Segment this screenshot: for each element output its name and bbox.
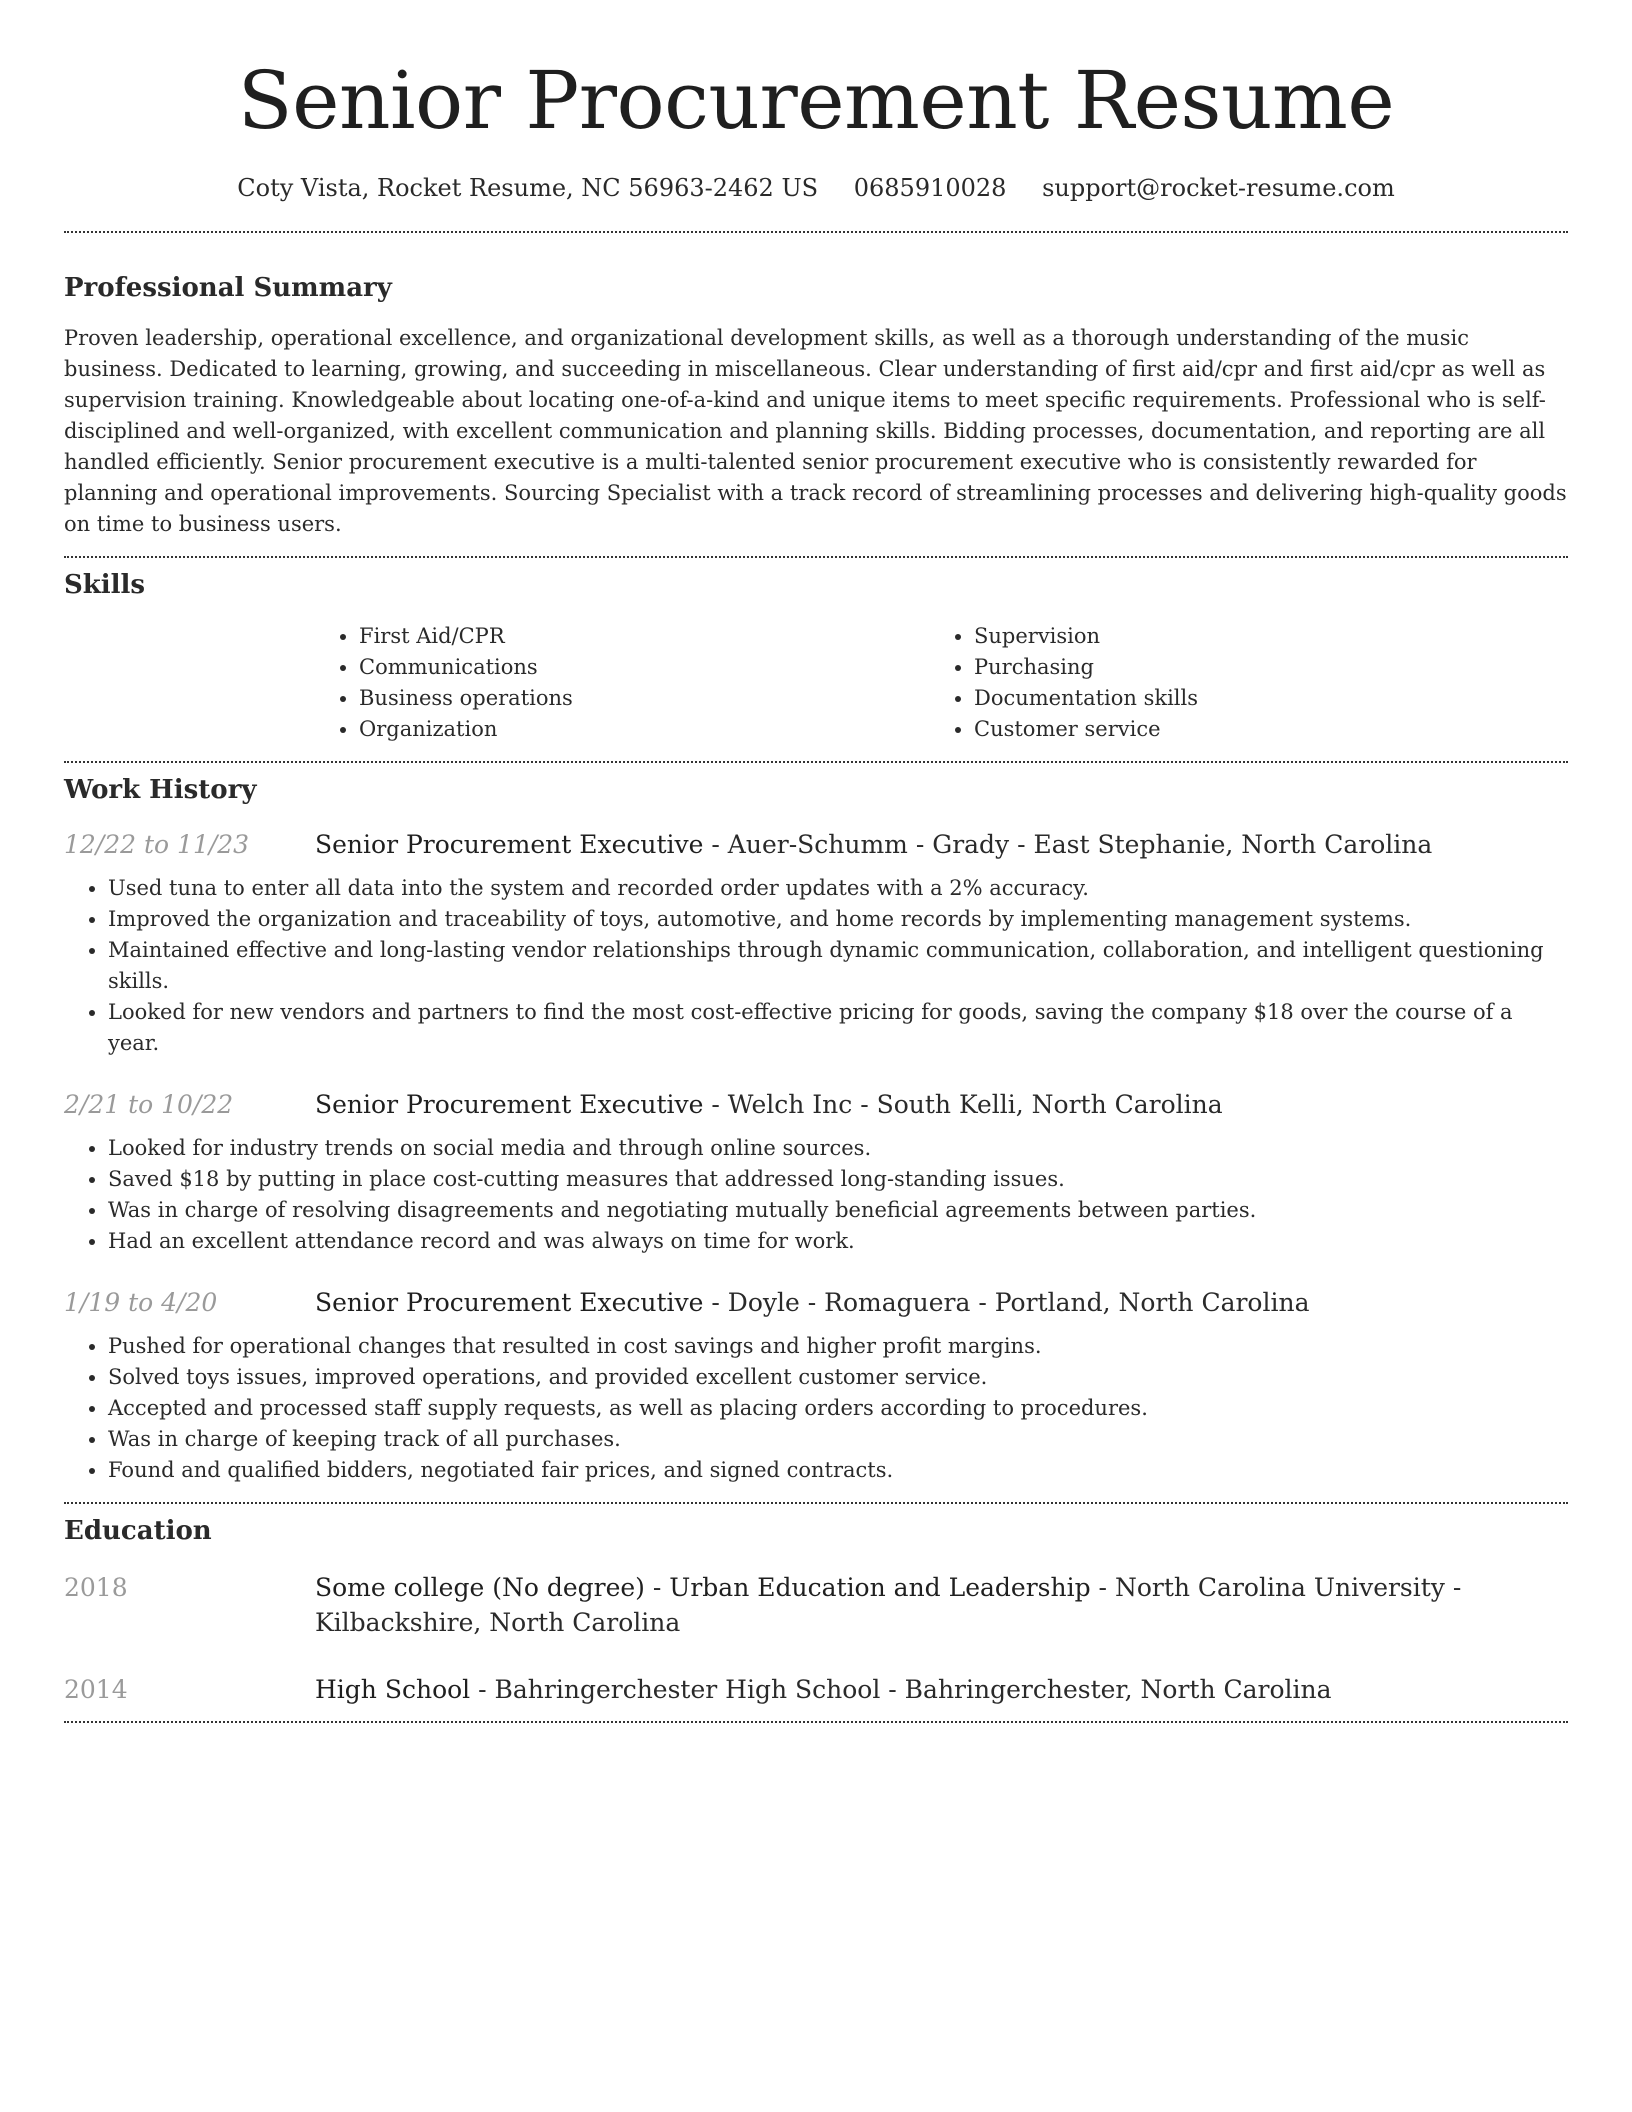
education-school: - Bahringerchester High School - Bahringerchester, North Carolina	[470, 1675, 1332, 1704]
job-dates: 1/19 to 4/20	[64, 1288, 218, 1317]
skill-item: • Organization	[359, 714, 930, 745]
skill-item: • Purchasing	[974, 652, 1545, 683]
skill-item: • Customer service	[974, 714, 1545, 745]
job-employer: - Auer-Schumm - Grady - East Stephanie, North Carolina	[703, 830, 1433, 859]
education-entry	[64, 1570, 1568, 1640]
job-bullet: • Accepted and processed staff supply requests, as well as placing orders according to procedures.	[108, 1393, 1568, 1424]
job-bullets	[64, 1331, 1568, 1486]
job-role: Senior Procurement Executive	[315, 1288, 704, 1317]
resume-title: Senior Procurement Resume	[237, 54, 1395, 147]
job-header	[64, 1285, 1568, 1320]
divider	[64, 556, 1568, 558]
divider	[64, 761, 1568, 763]
job-bullet: • Maintained effective and long-lasting vendor relationships through dynamic communication, collaboration, and intelligent questioning skills.	[108, 935, 1568, 997]
education-separator: -	[644, 1573, 670, 1602]
job-bullet: • Pushed for operational changes that resulted in cost savings and higher profit margins.	[108, 1331, 1568, 1362]
work-heading: Work History	[64, 775, 257, 805]
job-entry	[64, 827, 1568, 1059]
education-entry	[64, 1672, 1568, 1707]
contact-email: support@rocket-resume.com	[1042, 174, 1395, 202]
job-bullet: • Saved $18 by putting in place cost-cutting measures that addressed long-standing issues.	[108, 1164, 1568, 1195]
summary-text: Proven leadership, operational excellence, and organizational development skills, as well as a thorough understanding of the music business. Dedicated to learning, growing, and succeeding in miscellaneous. Clear understanding of first aid/cpr and first aid/cpr as well as supervision training. Knowledgeable about locating one-of-a-kind and unique items to meet specific requirements. Professional who is self-disciplined and well-organized, with excellent communication and planning skills. Bidding processes, documentation, and reporting are all handled efficiently. Senior procurement executive is a multi-talented senior procurement executive who is consistently rewarded for planning and operational improvements. Sourcing Specialist with a track record of streamlining processes and delivering high-quality goods on time to business users.	[64, 326, 1567, 536]
skill-item: • Documentation skills	[974, 683, 1545, 714]
education-degree: Some college (No degree)	[315, 1573, 645, 1602]
skill-item: • First Aid/CPR	[359, 621, 930, 652]
job-bullet: • Used tuna to enter all data into the system and recorded order updates with a 2% accuracy.	[108, 873, 1568, 904]
skill-item: • Communications	[359, 652, 930, 683]
job-bullets	[64, 873, 1568, 1059]
divider	[64, 1721, 1568, 1723]
job-bullet: • Had an excellent attendance record and was always on time for work.	[108, 1226, 1568, 1257]
job-employer: - Doyle - Romaguera - Portland, North Carolina	[703, 1288, 1310, 1317]
contact-address: Coty Vista, Rocket Resume, NC 56963-2462 US	[237, 174, 819, 202]
job-bullet: • Was in charge of resolving disagreements and negotiating mutually beneficial agreements between parties.	[108, 1195, 1568, 1226]
summary-heading: Professional Summary	[64, 273, 392, 303]
education-details	[315, 1672, 1332, 1707]
job-title-line	[315, 827, 1432, 862]
job-header	[64, 827, 1568, 862]
job-title-line	[315, 1087, 1223, 1122]
skill-item: • Business operations	[359, 683, 930, 714]
skills-column-left	[315, 621, 930, 745]
skills-column-right	[930, 621, 1545, 745]
job-bullet: • Was in charge of keeping track of all purchases.	[108, 1424, 1568, 1455]
education-school: - North Carolina University - Kilbackshire, North Carolina	[315, 1573, 1462, 1637]
education-heading: Education	[64, 1516, 212, 1546]
job-bullet: • Looked for industry trends on social media and through online sources.	[108, 1133, 1568, 1164]
contact-phone: 0685910028	[853, 174, 1007, 202]
education-year: 2014	[64, 1675, 128, 1704]
job-bullet: • Improved the organization and traceability of toys, automotive, and home records by implementing management systems.	[108, 904, 1568, 935]
job-employer: - Welch Inc - South Kelli, North Carolina	[703, 1090, 1223, 1119]
job-title-line	[315, 1285, 1309, 1320]
education-year: 2018	[64, 1573, 128, 1602]
job-bullet: • Looked for new vendors and partners to find the most cost-effective pricing for goods, saving the company $18 over the course of a year.	[108, 997, 1568, 1059]
job-bullet: • Solved toys issues, improved operations, and provided excellent customer service.	[108, 1362, 1568, 1393]
job-entry	[64, 1087, 1568, 1257]
job-role: Senior Procurement Executive	[315, 830, 704, 859]
job-dates: 12/22 to 11/23	[64, 830, 250, 859]
resume-page	[64, 0, 1568, 1723]
skills-heading: Skills	[64, 570, 146, 600]
job-header	[64, 1087, 1568, 1122]
job-entry	[64, 1285, 1568, 1486]
education-degree: High School	[315, 1675, 471, 1704]
job-bullet: • Found and qualified bidders, negotiated fair prices, and signed contracts.	[108, 1455, 1568, 1486]
divider	[64, 231, 1568, 233]
skills-list	[315, 621, 1568, 745]
divider	[64, 1502, 1568, 1504]
job-dates: 2/21 to 10/22	[64, 1090, 234, 1119]
skill-item: • Supervision	[974, 621, 1545, 652]
job-role: Senior Procurement Executive	[315, 1090, 704, 1119]
job-bullets	[64, 1133, 1568, 1257]
education-field: Urban Education and Leadership	[669, 1573, 1091, 1602]
education-details	[315, 1570, 1568, 1640]
contact-line	[64, 172, 1568, 204]
